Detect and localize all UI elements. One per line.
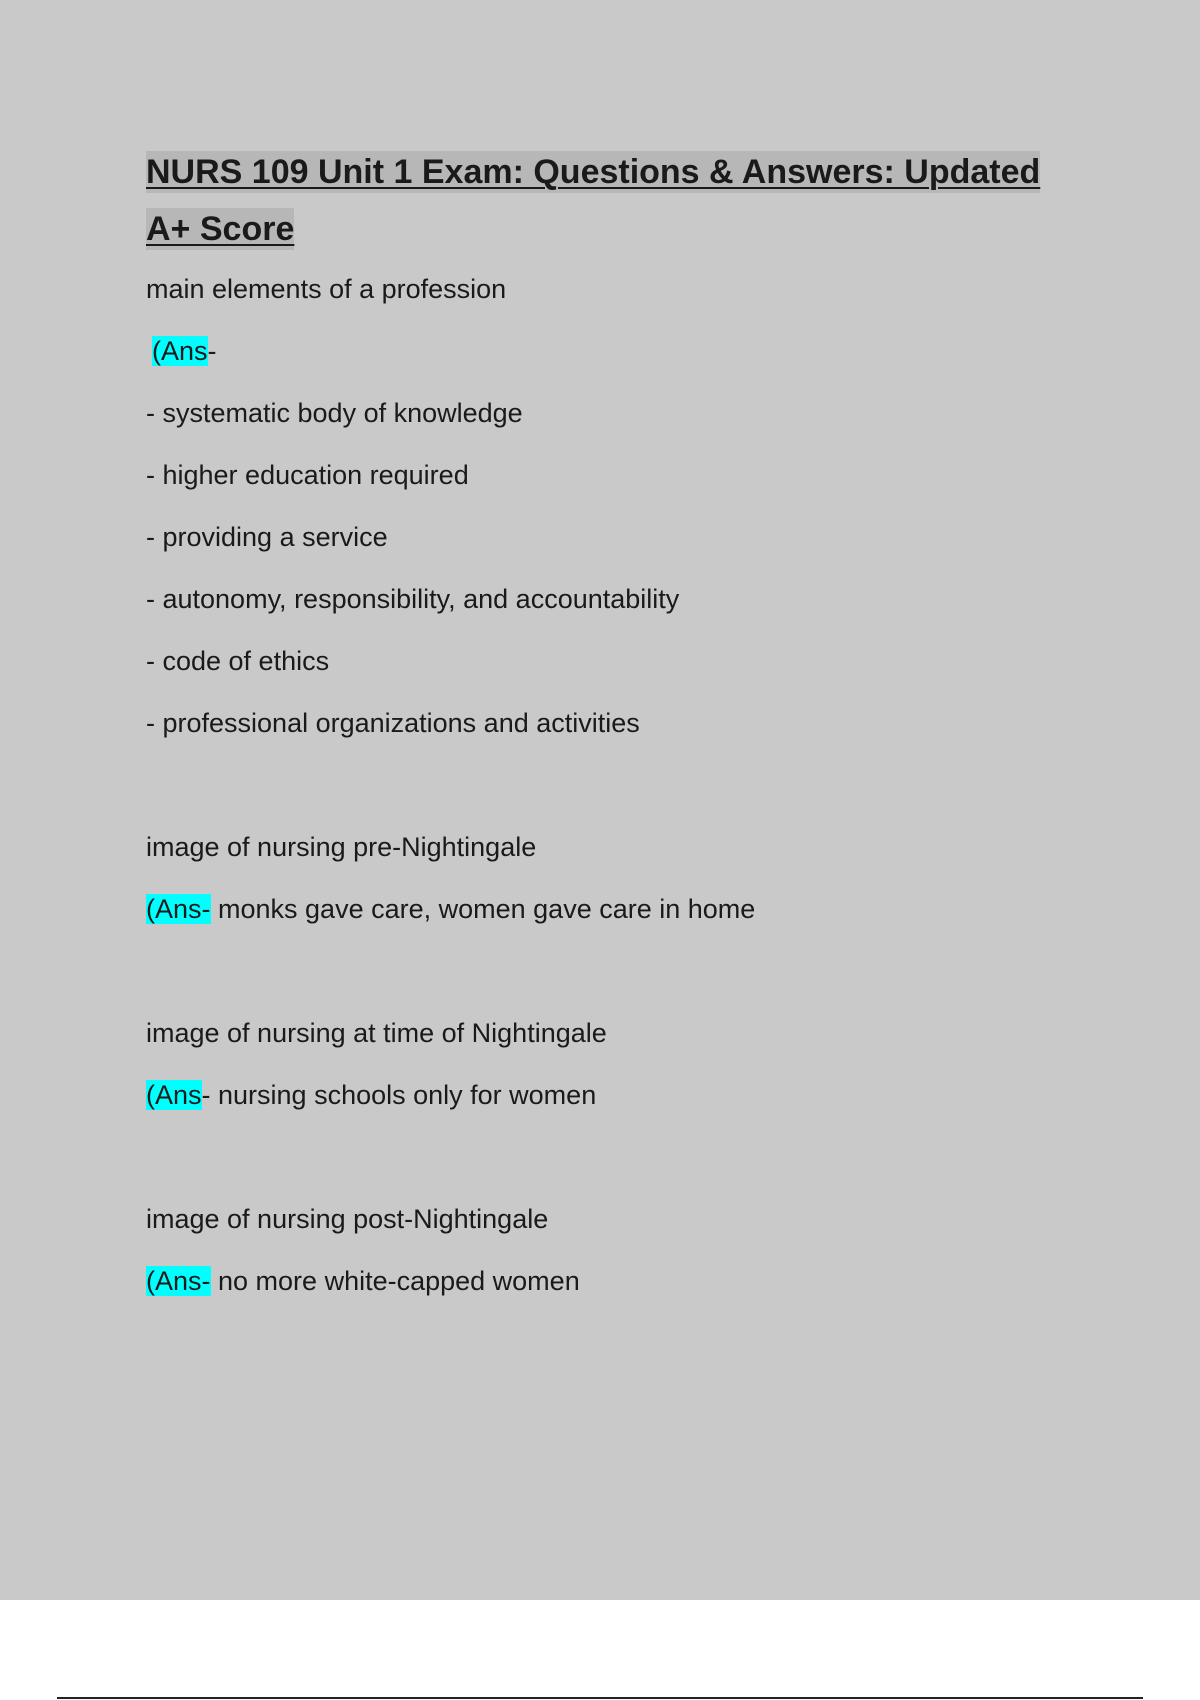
list-item: - professional organizations and activities [146,708,640,738]
question-4: image of nursing post-Nightingale [146,1204,549,1234]
list-item: - code of ethics [146,646,330,676]
spacer [146,940,1086,1002]
answer-2 [146,878,1086,940]
answer-3 [146,1064,1086,1126]
question-1: main elements of a profession [146,274,507,304]
answer-text: no more white-capped women [210,1266,580,1296]
list-item: - higher education required [146,460,469,490]
answer-text: monks gave care, women gave care in home [210,894,756,924]
answer-4 [146,1250,1086,1312]
footer-divider [57,1697,1143,1699]
document-title: NURS 109 Unit 1 Exam: Questions & Answers: Updated A+ Score [146,153,1041,248]
question-3: image of nursing at time of Nightingale [146,1018,607,1048]
list-item: - systematic body of knowledge [146,398,523,428]
answer-marker: (Ans- [146,894,211,924]
list-item: - autonomy, responsibility, and accountability [146,584,680,614]
answer-dash: - [207,336,217,366]
answer-text: - nursing schools only for women [201,1080,597,1110]
answer-marker: (Ans [152,336,208,366]
document-content [146,144,1086,1312]
spacer [146,1126,1086,1188]
question-2: image of nursing pre-Nightingale [146,832,537,862]
answer-marker: (Ans- [146,1266,211,1296]
list-item: - providing a service [146,522,388,552]
answer-marker: (Ans [146,1080,202,1110]
spacer [146,754,1086,816]
answer-1 [146,320,1086,382]
